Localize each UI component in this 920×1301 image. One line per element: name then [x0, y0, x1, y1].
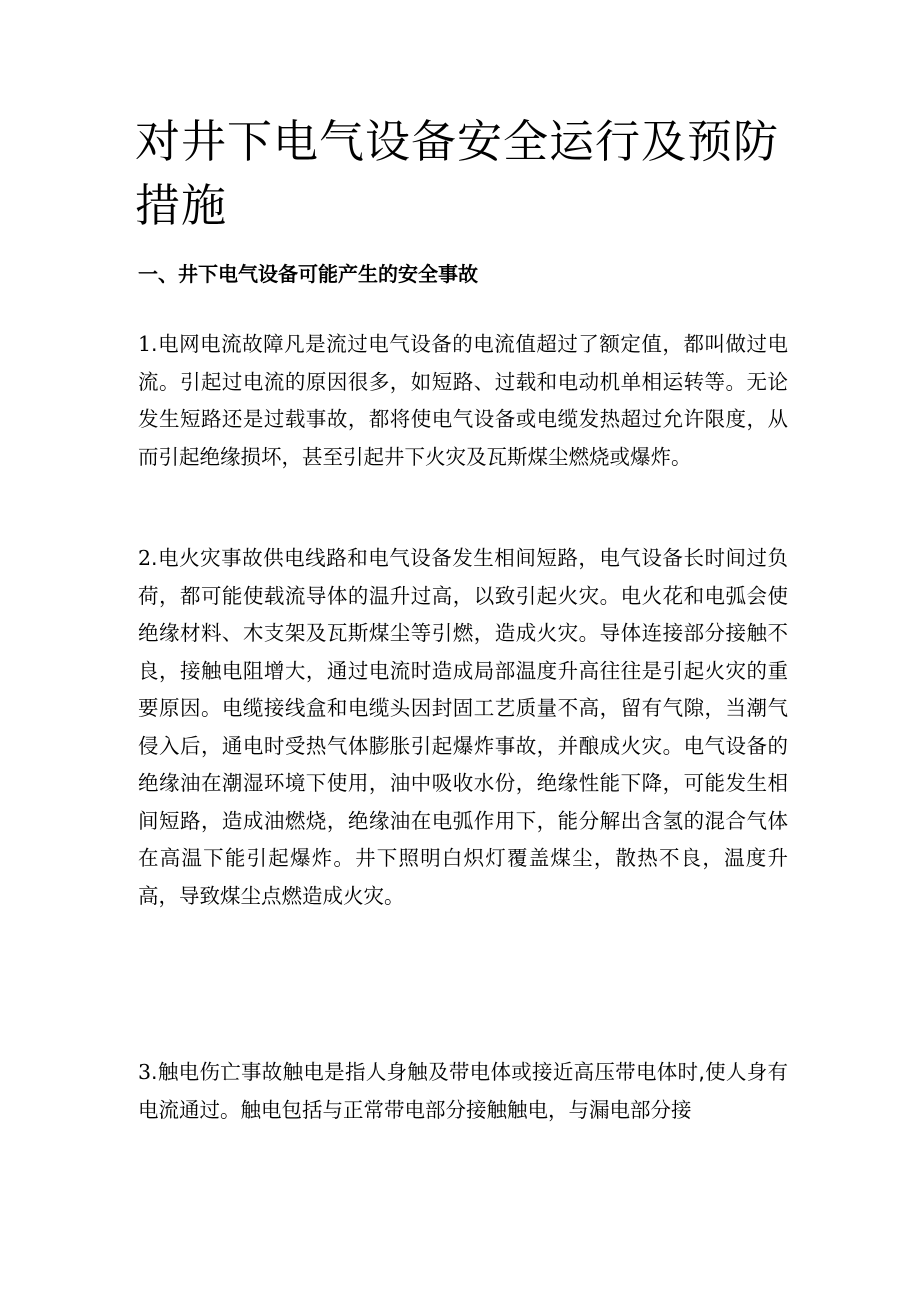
paragraph-number: 2	[138, 546, 152, 570]
paragraph-2	[138, 540, 788, 915]
section-heading: 一、井下电气设备可能产生的安全事故	[138, 262, 478, 286]
paragraph-text: .电火灾事故供电线路和电气设备发生相间短路，电气设备长时间过负荷，都可能使载流导体的温升过高，以致引起火灾。电火花和电弧会使绝缘材料、木支架及瓦斯煤尘等引燃，造成火灾。导体连接部分接触不良，接触电阻增大，通过电流时造成局部温度升高往往是引起火灾的重要原因。电缆接线盒和电缆头因封固工艺质量不高，留有气隙，当潮气侵入后，通电时受热气体膨胀引起爆炸事故，并酿成火灾。电气设备的绝缘油在潮湿环境下使用，油中吸收水份，绝缘性能下降，可能发生相间短路，造成油燃烧，绝缘油在电弧作用下，能分解出含氢的混合气体在高温下能引起爆炸。井下照明白炽灯覆盖煤尘，散热不良，温度升高，导致煤尘点燃造成火灾。	[138, 546, 788, 908]
paragraph-3	[138, 1054, 788, 1129]
paragraph-text: .触电伤亡事故触电是指人身触及带电体或接近高压带电体时,使人身有电流通过。触电包括与正常带电部分接触触电，与漏电部分接	[138, 1060, 788, 1122]
paragraph-text: .电网电流故障凡是流过电气设备的电流值超过了额定值，都叫做过电流。引起过电流的原因很多，如短路、过载和电动机单相运转等。无论发生短路还是过载事故，都将使电气设备或电缆发热超过允许限度，从而引起绝缘损坏，甚至引起井下火灾及瓦斯煤尘燃烧或爆炸。	[138, 332, 788, 469]
paragraph-number: 1	[138, 332, 152, 356]
document-title: 对井下电气设备安全运行及预防措施	[135, 115, 780, 232]
paragraph-number: 3	[138, 1060, 152, 1084]
paragraph-1	[138, 326, 788, 476]
